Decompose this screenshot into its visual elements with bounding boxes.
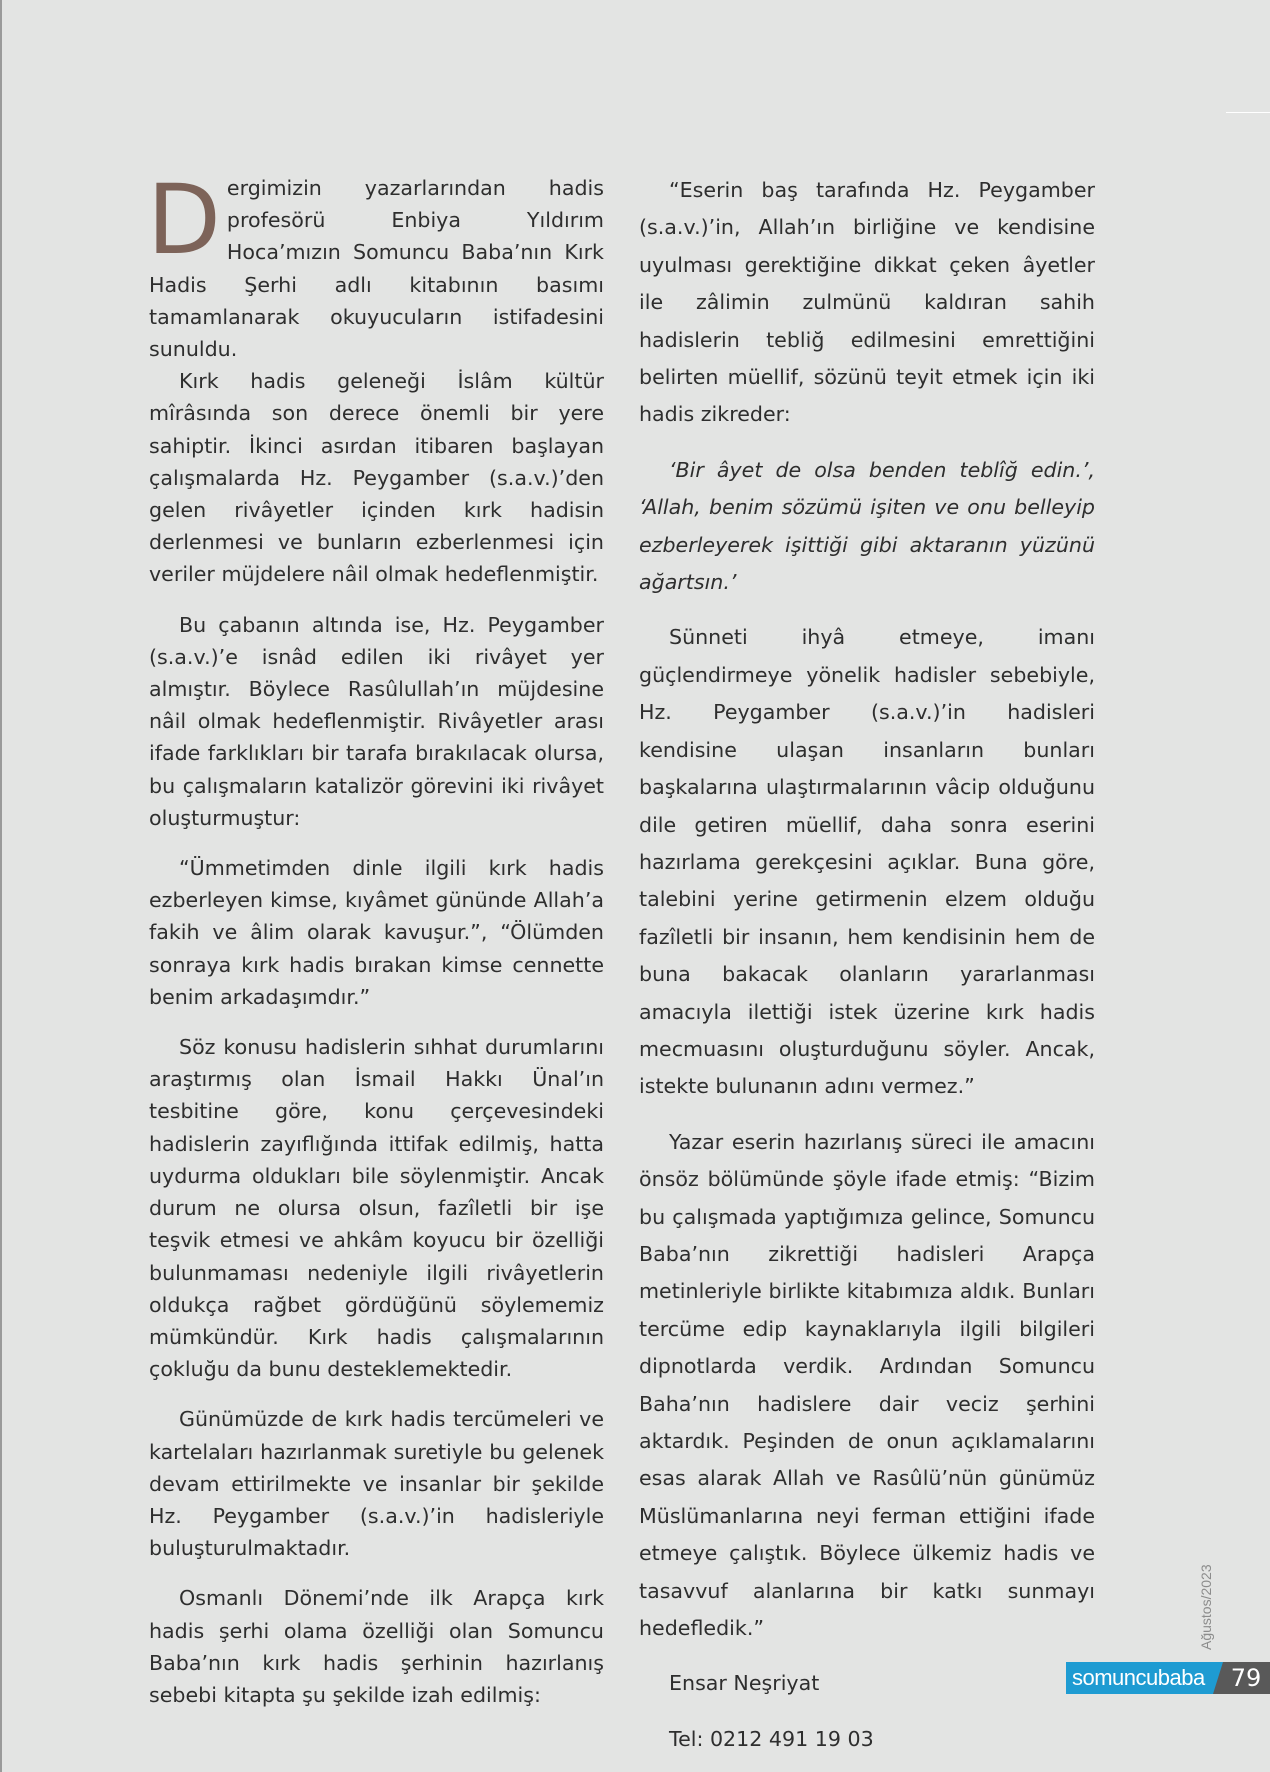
paragraph-text: ergimizin yazarlarından hadis profesörü Enbiya Yıldırım Hoca’mızın Somuncu Baba’nın Kırk Hadis Şerhi adlı kitabının basımı tamamlanarak okuyucuların istifadesini sunuldu. [149,176,604,362]
page-number: 79 [1223,1662,1270,1694]
magazine-brand: somuncubaba [1066,1662,1213,1694]
folio-divider [1213,1662,1223,1694]
paragraph: Günümüzde de kırk hadis tercümeleri ve kartelaları hazırlanmak suretiyle bu gelenek devam ettirilmekte ve insanlar bir şekilde Hz. Peygamber (s.a.v.)’in hadisleriyle buluşturulmaktadır. [149,1407,604,1561]
right-column [639,172,1095,1758]
paragraph: Kırk hadis geleneği İslâm kültür mîrâsında son derece önemli bir yere sahiptir. İkinci asırdan itibaren başlayan çalışmalarda Hz. Peygamber (s.a.v.)’den gelen rivâyetler içinden kırk hadisin derlenmesi ve bunların ezberlenmesi için veriler müjdelere nâil olmak hedeflenmiştir. [149,369,604,587]
paragraph: Osmanlı Dönemi’nde ilk Arapça kırk hadis şerhi olama özelliği olan Somuncu Baba’nın kırk hadis şerhinin hazırlanış sebebi kitapta şu şekilde izah edilmiş: [149,1586,604,1707]
publisher-phone: Tel: 0212 491 19 03 [669,1726,874,1751]
paragraph: Söz konusu hadislerin sıhhat durumlarını araştırmış olan İsmail Hakkı Ünal’ın tesbitine göre, konu çerçevesindeki hadislerin zayıflığında ittifak edilmiş, hatta uydurma oldukları bile söylenmiştir. Ancak durum ne olursa olsun, fazîletli bir işe teşvik etmesi ve ahkâm koyucu bir özelliği bulunmaması nedeniyle ilgili rivâyetlerin oldukça rağbet gördüğünü söylememiz mümkündür. Kırk hadis çalışmalarının çokluğu da bunu desteklemektedir. [149,1035,604,1382]
dropcap: D [147,164,221,276]
paragraph: Yazar eserin hazırlanış süreci ile amacını önsöz bölümünde şöyle ifade etmiş: “Bizim bu çalışmada yaptığımıza gelince, Somuncu Baba’nın zikrettiği hadisleri Arapça metinleriyle birlikte kitabımıza aldık. Bunları tercüme edip kaynaklarıyla ilgili bilgileri dipnotlarda verdik. Ardından Somuncu Baha’nın hadislere dair veciz şerhini aktardık. Peşinden de onun açıklamalarını esas alarak Allah ve Rasûlü’nün günümüz Müslümanlarına neyi ferman ettiğini ifade etmeye çalıştık. Böylece ülkemiz hadis ve tasavvuf alanlarına bir katkı sunmayı hedefledik.” [639,1129,1095,1641]
left-column [147,164,604,1711]
page-edge [0,0,2,1772]
publisher-name: Ensar Neşriyat [669,1671,820,1696]
paragraph-intro [147,164,604,365]
hadith-quote: ‘Bir âyet de olsa benden teblîğ edin.’, ‘Allah, benim sözümü işiten ve onu belleyip ezberleyerek işittiği gibi aktaranın yüzünü ağartsın.’ [639,457,1095,595]
quote-paragraph: “Eserin baş tarafında Hz. Peygamber (s.a.v.)’in, Allah’ın birliğine ve kendisine uyulması gerektiğine dikkat çeken âyetler ile zâlimin zulmünü kaldıran sahih hadislerin tebliğ edilmesini emrettiğini belirten müellif, sözünü teyit etmek için iki hadis zikreder: [639,178,1095,427]
quote-paragraph: “Ümmetimden dinle ilgili kırk hadis ezberleyen kimse, kıyâmet gününde Allah’a fakih ve âlim olarak kavuşur.”, “Ölümden sonraya kırk hadis bırakan kimse cennette benim arkadaşımdır.” [149,856,604,1009]
page-footer [1066,1662,1270,1694]
issue-date: Ağustos/2023 [1198,1564,1214,1650]
paragraph: Sünneti ihyâ etmeye, imanı güçlendirmeye yönelik hadisler sebebiyle, Hz. Peygamber (s.a.v.)’in hadisleri kendisine ulaşan insanların bunları başkalarına ulaştırmalarının vâcip olduğunu dile getiren müellif, daha sonra eserini hazırlama gerekçesini açıklar. Buna göre, talebini yerine getirmenin elzem olduğu fazîletli bir insanın, hem kendisinin hem de buna bakacak olanların yararlanması amacıyla ilettiği istek üzerine kırk hadis mecmuasını oluşturduğunu söyler. Ancak, istekte bulunanın adını vermez.” [639,625,1095,1099]
paragraph: Bu çabanın altında ise, Hz. Peygamber (s.a.v.)’e isnâd edilen iki rivâyet yer almıştır. Böylece Rasûlullah’ın müjdesine nâil olmak hedeflenmiştir. Rivâyetler arası ifade farklıkları bir tarafa bırakılacak olursa, bu çalışmaların katalizör görevini iki rivâyet oluşturmuştur: [149,612,604,830]
top-rule [1226,112,1270,113]
